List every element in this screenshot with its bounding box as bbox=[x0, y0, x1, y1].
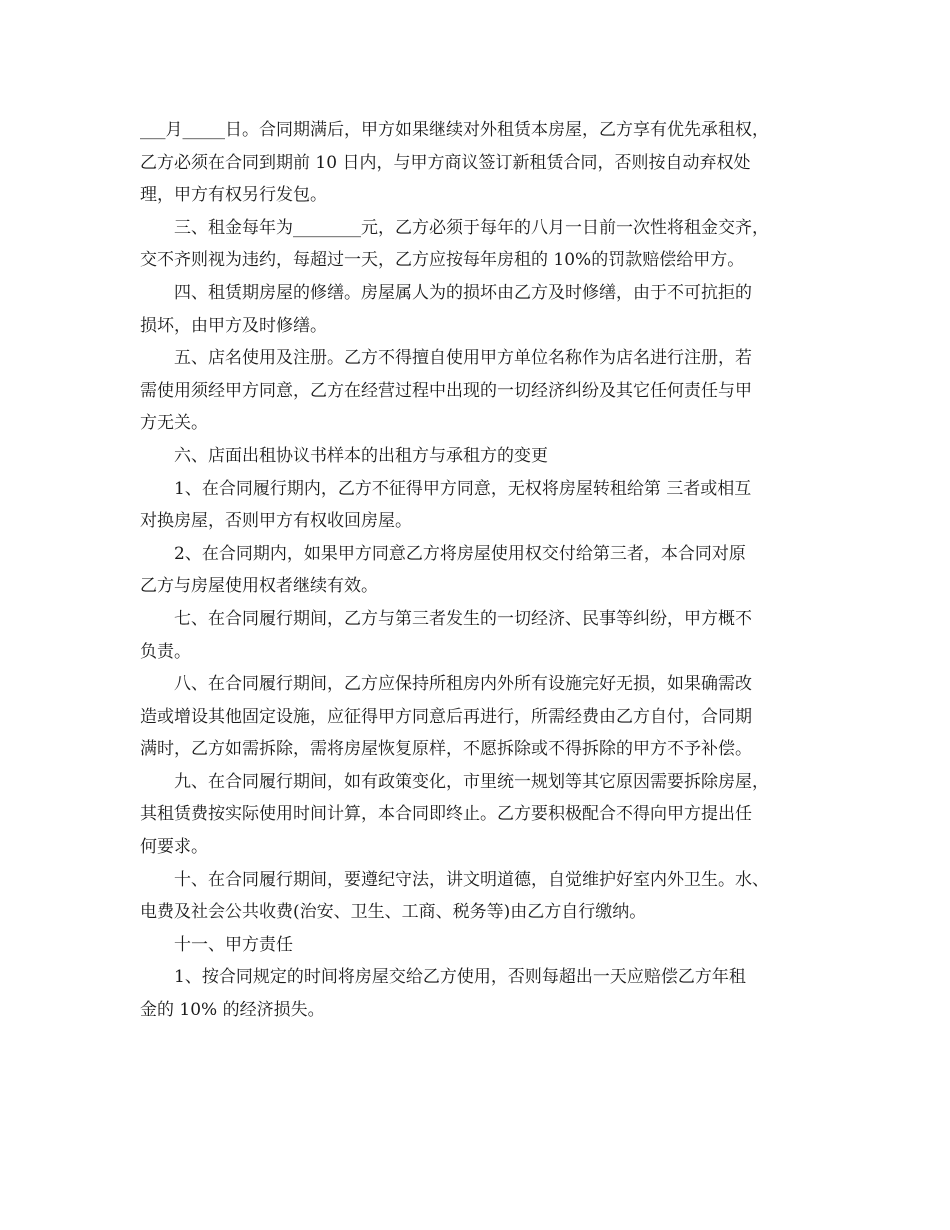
text-line: 损坏，由甲方及时修缮。 bbox=[140, 315, 327, 336]
text-line: 十一、甲方责任 bbox=[174, 934, 293, 955]
text-line: 何要求。 bbox=[140, 837, 208, 858]
text-line: 1、按合同规定的时间将房屋交给乙方使用，否则每超出一天应赔偿乙方年租 bbox=[174, 967, 746, 988]
text-line: 交不齐则视为违约，每超过一天，乙方应按每年房租的 10%的罚款赔偿给甲方。 bbox=[140, 250, 745, 271]
text-line: 八、在合同履行期间，乙方应保持所租房内外所有设施完好无损，如果确需改 bbox=[174, 674, 752, 695]
text-line: 需使用须经甲方同意，乙方在经营过程中出现的一切经济纠纷及其它任何责任与甲 bbox=[140, 380, 752, 401]
text-line: 负责。 bbox=[140, 641, 191, 662]
text-line: 七、在合同履行期间，乙方与第三者发生的一切经济、民事等纠纷，甲方概不 bbox=[174, 608, 752, 629]
text-line: 方无关。 bbox=[140, 413, 208, 434]
text-line: 五、店名使用及注册。乙方不得擅自使用甲方单位名称作为店名进行注册，若 bbox=[174, 348, 752, 369]
text-line: 1、在合同履行期内，乙方不征得甲方同意，无权将房屋转租给第 三者或相互 bbox=[174, 478, 752, 499]
text-line: 十、在合同履行期间，要遵纪守法，讲文明道德，自觉维护好室内外卫生。水、 bbox=[174, 869, 769, 890]
text-line: 三、租金每年为________元，乙方必须于每年的八月一日前一次性将租金交齐， bbox=[174, 217, 769, 238]
text-line: 2、在合同期内，如果甲方同意乙方将房屋使用权交付给第三者，本合同对原 bbox=[174, 543, 746, 564]
text-line: ___月_____日。合同期满后，甲方如果继续对外租赁本房屋，乙方享有优先承租权， bbox=[140, 120, 769, 140]
text-line: 四、租赁期房屋的修缮。房屋属人为的损坏由乙方及时修缮，由于不可抗拒的 bbox=[174, 282, 752, 303]
text-line: 金的 10% 的经济损失。 bbox=[140, 1000, 325, 1021]
text-line: 理，甲方有权另行发包。 bbox=[140, 185, 327, 206]
text-line: 对换房屋，否则甲方有权收回房屋。 bbox=[140, 511, 412, 532]
text-line: 六、店面出租协议书样本的出租方与承租方的变更 bbox=[174, 445, 548, 466]
text-line: 九、在合同履行期间，如有政策变化，市里统一规划等其它原因需要拆除房屋， bbox=[174, 771, 769, 792]
text-line: 乙方必须在合同到期前 10 日内，与甲方商议签订新租赁合同，否则按自动弃权处 bbox=[140, 152, 751, 173]
text-line: 其租赁费按实际使用时间计算，本合同即终止。乙方要积极配合不得向甲方提出任 bbox=[140, 804, 752, 825]
document-body bbox=[140, 114, 816, 1027]
text-line: 电费及社会公共收费(治安、卫生、工商、税务等)由乙方自行缴纳。 bbox=[140, 902, 647, 923]
text-line: 满时，乙方如需拆除，需将房屋恢复原样，不愿拆除或不得拆除的甲方不予补偿。 bbox=[140, 739, 752, 760]
text-line: 造或增设其他固定设施，应征得甲方同意后再进行，所需经费由乙方自付，合同期 bbox=[140, 706, 752, 727]
text-line: 乙方与房屋使用权者继续有效。 bbox=[140, 576, 378, 597]
